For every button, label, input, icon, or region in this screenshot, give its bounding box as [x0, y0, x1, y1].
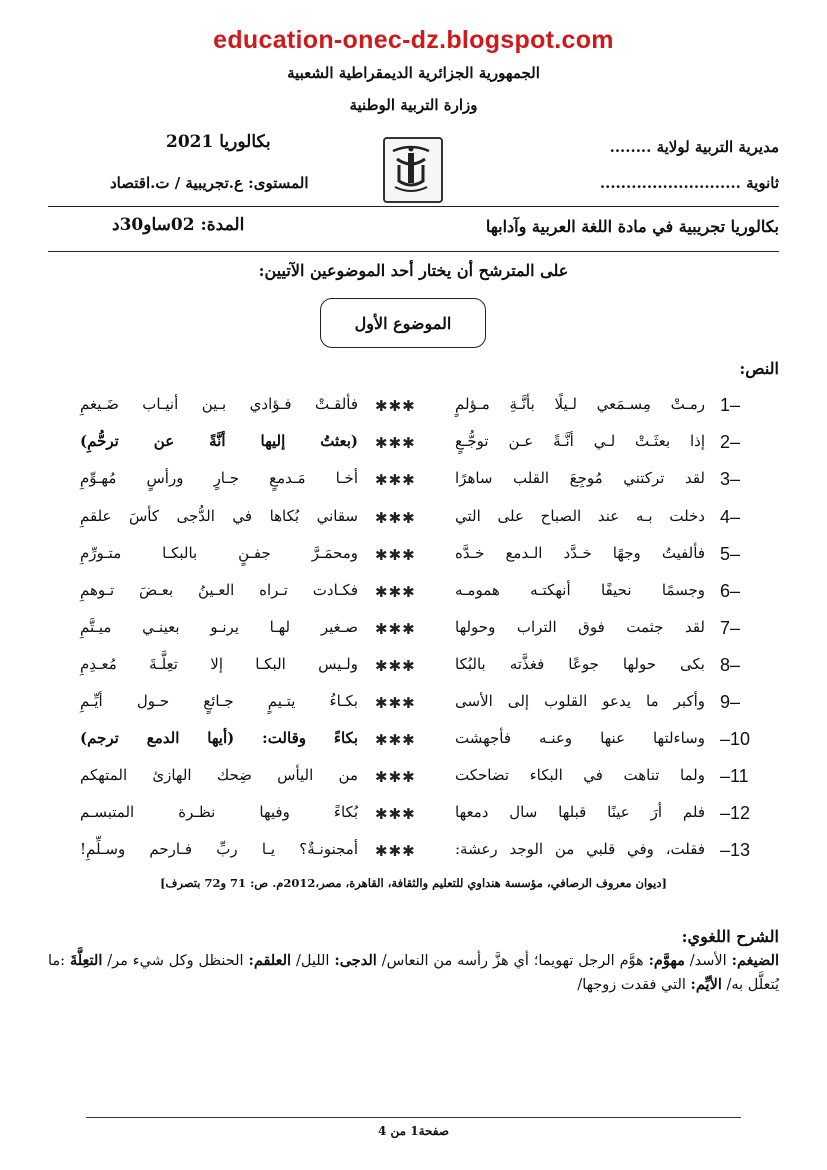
source-citation: [ديوان معروف الرصافي، مؤسسة هنداوي للتعليم والثقافة، القاهرة، مصر،2012م. ص: 71 و72 بتصرف]	[160, 876, 667, 890]
glossary-term: الأيِّم:	[690, 976, 722, 993]
separator-stars-icon: ✱✱✱	[375, 768, 416, 786]
line-number: 3–	[720, 469, 741, 489]
poem-line	[80, 838, 780, 868]
ministry-logo	[383, 137, 443, 203]
line-number: 5–	[720, 544, 741, 564]
poem-first-hemistich: إذا بعثَـتْ لـي أنَّـةً عـن توجُّـعٍ	[455, 432, 705, 450]
poem-second-hemistich: بكاءً وقالت: (أيها الدمع ترجم)	[80, 729, 358, 747]
instruction: على المترشح أن يختار أحد الموضوعين الآتيين:	[258, 261, 569, 280]
glossary-definition: الحنظل وكل شيء مر/	[102, 953, 249, 969]
exam-duration: المدة: 02ساو30د	[112, 215, 245, 235]
poem-line	[80, 690, 780, 720]
separator-stars-icon: ✱✱✱	[375, 694, 416, 712]
poem-line	[80, 801, 780, 831]
poem-line	[80, 467, 780, 497]
glossary-definition: :ما يُتعلَّل به/	[48, 953, 779, 993]
topic-title-box	[320, 298, 486, 348]
separator-stars-icon: ✱✱✱	[375, 842, 416, 860]
poem-second-hemistich: بُكاءً وفيها نظـرة المتبسـم	[80, 803, 358, 821]
exam-title: بكالوريا تجريبية في مادة اللغة العربية وآدابها	[485, 217, 779, 236]
poem-first-hemistich: فألفيتُ وجهًا خـدَّد الـدمع خـدَّه	[455, 544, 705, 562]
line-number: –11	[720, 766, 749, 786]
separator-stars-icon: ✱✱✱	[375, 509, 416, 527]
poem-line	[80, 653, 780, 683]
title-divider	[48, 251, 779, 252]
poem-line	[80, 542, 780, 572]
poem-first-hemistich: لقد تركتني مُوجِعَ القلب ساهرًا	[455, 469, 705, 487]
poem-second-hemistich: ومحمَـرَّ جفـنٍ بالبكـا متـورِّمِ	[80, 544, 358, 562]
text-label: النص:	[739, 359, 779, 378]
poem-second-hemistich: فألقـتْ فـؤادي بـين أنيـاب ضَـيغمِ	[80, 395, 358, 413]
topic-title: الموضوع الأول	[354, 314, 452, 333]
poem-line	[80, 505, 780, 535]
poem-line	[80, 727, 780, 757]
poem-second-hemistich: أمجنونـةٌ؟ يـا ربِّ فـارحم وسـلِّمِ!	[80, 840, 358, 858]
glossary-definition: هوَّم الرجل تهويما؛ أي هزَّ رأسه من النعاس/	[376, 953, 649, 969]
line-number: 9–	[720, 692, 741, 712]
separator-stars-icon: ✱✱✱	[375, 546, 416, 564]
poem-second-hemistich: ولـيس البكـا إلا تعِلَّـةَ مُعـدِمِ	[80, 655, 358, 673]
glossary-text	[48, 949, 779, 997]
line-number: 7–	[720, 618, 741, 638]
directorate-label: مديرية التربية لولاية ........	[609, 138, 779, 156]
poem-second-hemistich: (بعثتُ إليها أنَّةً عن ترحُّمِ)	[80, 432, 358, 450]
poem-second-hemistich: صـغير لهـا يرنـو بعينـي ميـتَّمِ	[80, 618, 358, 636]
poem-first-hemistich: بكى حولها جوعًا فغذَّته بالبُكا	[455, 655, 705, 673]
school-label: ثانوية ...........................	[599, 174, 779, 192]
bac-year-label: بكالوريا 2021	[166, 132, 271, 152]
line-number: –12	[720, 803, 751, 823]
poem-first-hemistich: لقد جثمت فوق التراب وحولها	[455, 618, 705, 636]
poem-line	[80, 579, 780, 609]
poem-second-hemistich: سقاني بُكاها في الدُّجى كأسَ علقمِ	[80, 507, 358, 525]
separator-stars-icon: ✱✱✱	[375, 397, 416, 415]
poem-first-hemistich: فقلت، وفي قلبي من الوجد رعشة:	[455, 840, 705, 858]
line-number: –13	[720, 840, 751, 860]
poem-first-hemistich: فلم أرَ عينًا قبلها سال دمعها	[455, 803, 705, 821]
separator-stars-icon: ✱✱✱	[375, 620, 416, 638]
line-number: 6–	[720, 581, 741, 601]
glossary-definition: التي فقدت زوجها/	[577, 977, 691, 993]
separator-stars-icon: ✱✱✱	[375, 434, 416, 452]
line-number: 8–	[720, 655, 741, 675]
poem-second-hemistich: فكـادت تـراه العـينُ بعـضَ تـوهمِ	[80, 581, 358, 599]
separator-stars-icon: ✱✱✱	[375, 731, 416, 749]
line-number: –10	[720, 729, 751, 749]
glossary-term: الدجى:	[334, 952, 377, 969]
poem-line	[80, 430, 780, 460]
site-url[interactable]: education-onec-dz.blogspot.com	[213, 26, 614, 54]
glossary-term: مهوَّم:	[648, 952, 685, 969]
ministry-title: وزارة التربية الوطنية	[349, 96, 478, 114]
header-divider	[48, 206, 779, 207]
line-number: 4–	[720, 507, 741, 527]
poem-second-hemistich: أخـا مَـدمعٍ جـارٍ ورأسٍ مُهـوِّمِ	[80, 469, 358, 487]
line-number: 1–	[720, 395, 741, 415]
glossary-definition: الأسد/	[684, 953, 732, 969]
poem-first-hemistich: وساءلتها عنها وعنـه فأجهشت	[455, 729, 705, 747]
line-number: 2–	[720, 432, 741, 452]
poem-line	[80, 616, 780, 646]
separator-stars-icon: ✱✱✱	[375, 471, 416, 489]
glossary-definition: الليل/	[291, 953, 335, 969]
poem-first-hemistich: ولما تناهت في البكاء تضاحكت	[455, 766, 705, 784]
level-label: المستوى: ع.تجريبية / ت.اقتصاد	[110, 174, 309, 192]
page-number: صفحة1 من 4	[377, 1124, 450, 1138]
republic-title: الجمهورية الجزائرية الديمقراطية الشعبية	[287, 64, 540, 82]
glossary-term: العلقم:	[248, 952, 292, 969]
poem-first-hemistich: وأكبر ما يدعو القلوب إلى الأسى	[455, 692, 705, 710]
poem-first-hemistich: وجسمًا نحيفًا أنهكتـه همومـه	[455, 581, 705, 599]
footer-divider	[86, 1117, 741, 1118]
poem-first-hemistich: دخلت بـه عند الصباح على التي	[455, 507, 705, 525]
glossary-heading: الشرح اللغوي:	[681, 927, 779, 946]
logo-emblem-icon	[385, 139, 437, 197]
poem-first-hemistich: رمـتْ مِسـمَعي لـيلًا بأنَّـةِ مـؤلمٍ	[455, 395, 705, 413]
poem-second-hemistich: بكـاءُ يتـيمٍ جـائعٍ حـول أيِّـمِ	[80, 692, 358, 710]
poem-line	[80, 393, 780, 423]
poem-second-hemistich: من اليأس ضِحك الهازئ المتهكم	[80, 766, 358, 784]
separator-stars-icon: ✱✱✱	[375, 657, 416, 675]
separator-stars-icon: ✱✱✱	[375, 583, 416, 601]
poem-line	[80, 764, 780, 794]
separator-stars-icon: ✱✱✱	[375, 805, 416, 823]
glossary-term: الضيغم:	[731, 952, 779, 969]
glossary-term: التعِلَّةَ	[69, 952, 103, 969]
